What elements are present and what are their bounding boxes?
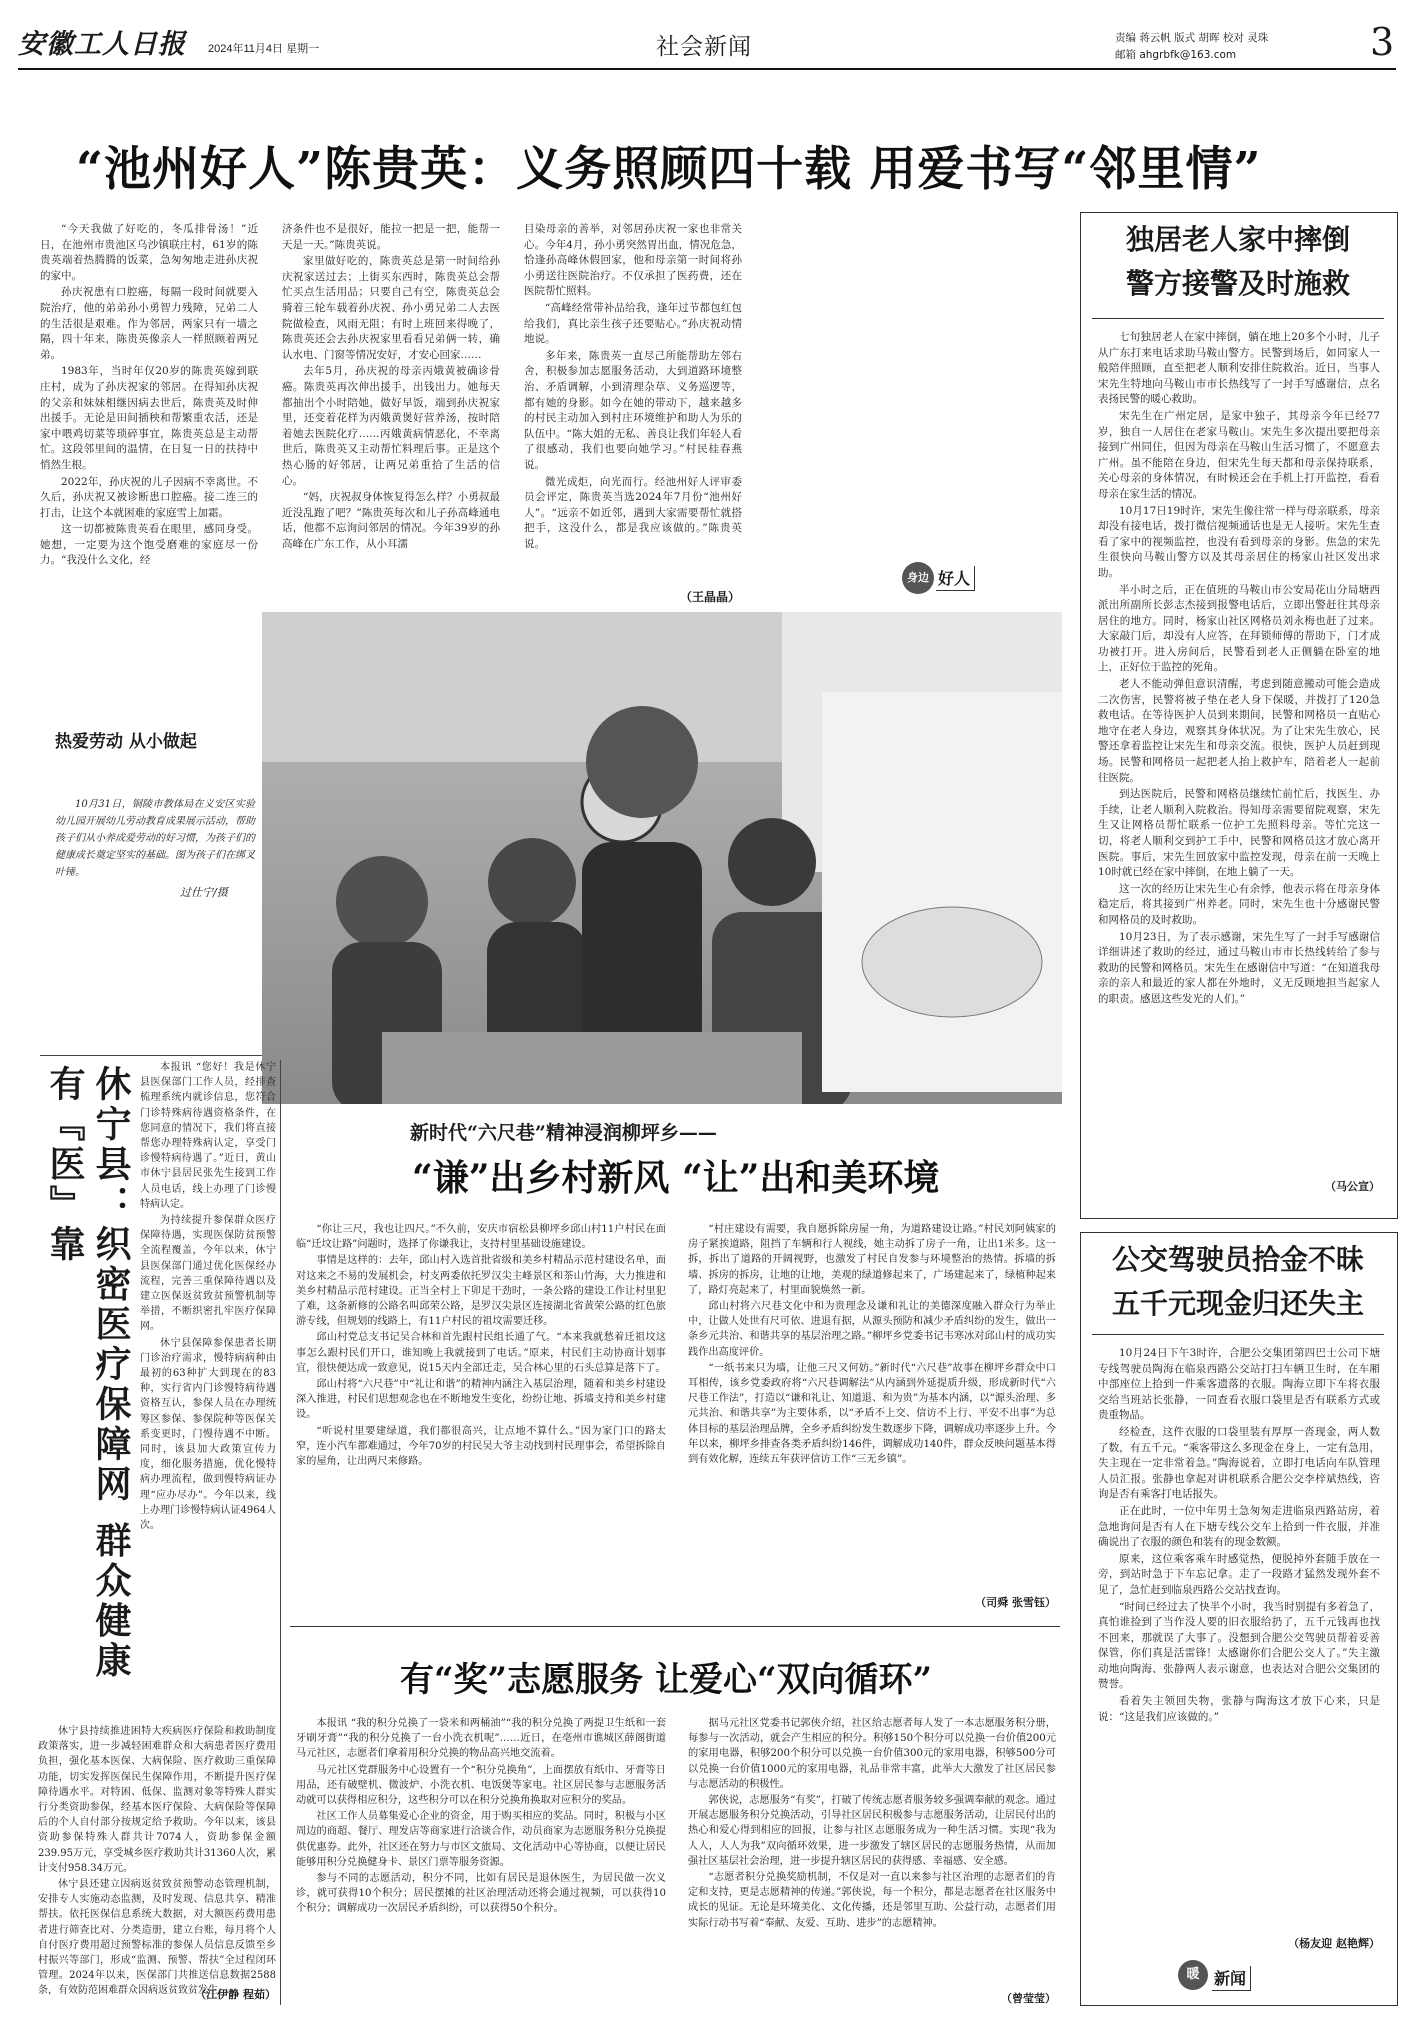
paragraph: 10月17日19时许，宋先生像往常一样与母亲联系，母亲却没有接电话，拨打微信视频通话也是无人接听。宋先生查看了家中的视频监控，也没有看到母亲的身影。焦急的宋先生很快向马鞍山警方以及其母亲居住的杨家山社区发出求助。 [1098, 504, 1380, 579]
sidebar2-headline [1080, 1238, 1396, 1326]
paragraph: 本报讯 “您好！我是休宁县医保部门工作人员，经排查梳理系统内就诊信息，您符合门诊特殊病待遇资格条件，在您同意的情况下，我们将直接帮您办理特殊病认定，享受门诊慢特病待遇了。”近日，黄山市休宁县居民张先生接到工作人员电话，线上办理了门诊慢特病认定。 [140, 1062, 276, 1210]
volunteer-byline: （曾莹莹） [1001, 1992, 1056, 2005]
photo-caption: 10月31日，铜陵市教体局在义安区实验幼儿园开展幼儿劳动教育成果展示活动，帮助孩子们从小养成爱劳动的好习惯，为孩子们的健康成长奠定坚实的基础。图为孩子们在绑叉叶锤。 [55, 799, 255, 878]
paragraph: 目染母亲的善举，对邻居孙庆祝一家也非常关心。今年4月，孙小勇突然胃出血，情况危急，恰逢孙高峰休假回家，他和母亲第一时间将孙小勇送往医院治疗。不仅承担了医药费，还在医院帮忙照料。 [524, 223, 742, 298]
paragraph: 休宁县持续推进困特大疾病医疗保险和救助制度政策落实，进一步减轻困难群众和大病患者医疗费用负担，强化基本医保、大病保险、医疗救助三重保障功能，切实发挥医保民生保障作用，不断提升医疗保障待遇水平。对特困、低保、监测对象等特殊人群实行分类资助参保，经基本医疗保险、大病保险等保障后的个人自付部分按规定给予救助。今年以来，该县资助参保特殊人群共计7074人，资助参保金额239.95万元，享受城乡医疗救助共计31360人次，累计支付958.34万元。 [38, 1726, 276, 1874]
paragraph: 多年来，陈贵英一直尽己所能帮助左邻右舍，积极参加志愿服务活动，大到道路环境整治、矛盾调解，小到清理杂草、义务巡逻等，都有她的身影。如今在她的带动下，越来越多的村民主动加入到村庄环境维护和助人为乐的队伍中。“陈大姐的无私、善良让我们年轻人看了很感动，我们也要向她学习。”村民桂春燕说。 [524, 349, 742, 471]
paragraph: 邱山村将“六尺巷”中“礼让和谐”的精神内涵注入基层治理，随着和美乡村建设深入推进，村民们思想观念也在不断地发生变化，纷纷让地、拆墙支持和美乡村建设。 [296, 1379, 666, 1421]
lead-col-1 [40, 222, 258, 604]
section-title: 社会新闻 [656, 34, 752, 60]
children-labor-photo [262, 612, 1062, 1104]
lead-col-1-text [40, 222, 258, 569]
editor-credits [1115, 30, 1268, 64]
volunteer-headline: 有“奖”志愿服务 让爱心“双向循环” [400, 1660, 933, 1700]
paragraph: 据马元社区党委书记郭侠介绍，社区给志愿者每人发了一本志愿服务积分册，每参与一次活动，就会产生相应的积分。积够150个积分可以兑换一台价值200元的家用电器，积够200个积分可以兑换一台价值300元的家用电器，积够500分可以兑换一台价值1000元的家用电器，礼品非常丰富，此举大大激发了社区居民参与志愿活动的积极性。 [688, 1718, 1056, 1790]
sidebar-headline-line-1: 独居老人家中摔倒 [1125, 223, 1350, 256]
column-tag-label: 好人 [936, 566, 975, 591]
divider [1092, 1334, 1384, 1335]
paragraph: “听说村里要建绿道，我们都很高兴，让点地不算什么。”因为家门口的路太窄，连小汽车都难通过，今年70岁的村民吴大爷主动找到村民理事会，希望拆除自家的屋角，让出两尺来修路。 [296, 1425, 666, 1468]
paragraph: 宋先生在广州定居，是家中独子，其母亲今年已经77岁，独自一人居住在老家马鞍山。宋先生多次提出要把母亲接到广州同住，但因为母亲在马鞍山生活习惯了，不愿意去广州。虽不能陪在身边，但宋先生每天都和母亲保持联系，关心母亲的身体情况，有时候还会在手机上打开监控，看看母亲在家生活的情况。 [1098, 409, 1380, 500]
sidebar2-body [1098, 1346, 1380, 1956]
paragraph: “志愿者积分兑换奖励机制，不仅是对一直以来参与社区治理的志愿者们的肯定和支持，更是志愿精神的传递。”郭侠说，每一个积分，都是志愿者在社区服务中成长的见证。无论是环境美化、文化传播，还是邻里互助、公益行动，志愿者们用实际行动书写着“奉献、友爱、互助、进步”的志愿精神。 [688, 1872, 1056, 1929]
xiuning-byline: （江伊静 程茹） [195, 1988, 276, 2001]
paragraph: 老人不能动弹但意识清醒，考虑到随意搬动可能会造成二次伤害，民警将被子垫在老人身下保暖，并拨打了120急救电话。在等待医护人员到来期间，民警和网格员一直贴心地守在老人身边，观察其身体状况。为了让宋先生放心，民警还拿着监控让宋先生和母亲交流。很快，医护人员赶到现场。民警和网格员一起把老人抬上救护车，陪着老人一起前往医院。 [1098, 678, 1380, 784]
paragraph: 微光成炬，向光而行。经池州好人评审委员会评定，陈贵英当选2024年7月份“池州好人”。“远亲不如近邻，遇到大家需要帮忙就搭把手，这没什么，都是我应该做的。”陈贵英说。 [524, 475, 742, 550]
paragraph: 原来，这位乘客乘车时感觉热，便脱掉外套随手放在一旁，到站时急于下车忘记拿。走了一段路才猛然发现外套不见了，急忙赶到临泉西路公交站找查询。 [1098, 1552, 1380, 1596]
paragraph: “高峰经常带补品给我，逢年过节都包红包给我们，真比亲生孩子还要贴心。”孙庆祝动情地说。 [524, 301, 742, 346]
sidebar-headline [1080, 218, 1396, 306]
paragraph: 这一次的经历让宋先生心有余悸，他表示将在母亲身体稳定后，将其接到广州养老。同时，宋先生也十分感谢民警和网格员的及时救助。 [1098, 882, 1380, 926]
paragraph: “你让三尺，我也让四尺。”不久前，安庆市宿松县柳坪乡邱山村11户村民在面临“迁坟让路”问题时，选择了你谦我让，支持村里基础设施建设。 [296, 1224, 666, 1251]
photo-story-title: 热爱劳动 从小做起 [55, 732, 197, 752]
paragraph: 2022年，孙庆祝的儿子因病不幸离世。不久后，孙庆祝又被诊断患口腔癌。接二连三的打击，让这个本就困难的家庭雪上加霜。 [40, 475, 258, 519]
paragraph: 正在此时，一位中年男士急匆匆走进临泉西路站房，着急地询问是否有人在下塘专线公交车上拾到一件衣服，并准确说出了衣服的颜色和装有的现金数额。 [1098, 1504, 1380, 1549]
paragraph: 邱山村将六尺巷文化中和为贵理念及谦和礼让的美德深度融入群众行为举止中，让做人处世有尺可依、进退有据，从源头预防和减少矛盾纠纷的发生，做出一条乡元共治、和谐共享的基层治理之路。”柳坪乡党委书记韦寒冰对邱山村的成功实践作出高度评价。 [688, 1301, 1056, 1358]
warm-news-tag-label: 新闻 [1212, 1966, 1251, 1991]
xiuning-vertical-headline: 休宁县：织密医疗保障网 群众健康有『医』靠 [44, 1065, 132, 1682]
sidebar-body [1098, 330, 1380, 1198]
paragraph: 10月23日，为了表示感谢，宋先生写了一封手写感谢信详细讲述了救助的经过，通过马鞍山市市长热线转给了参与救助的民警和网格员。宋先生在感谢信中写道：“在知道我母亲的亲人和最近的家人都在外地时，义无反顾地担当起家人的职责。感恩这些发光的人们。” [1098, 930, 1380, 1005]
paragraph: 10月24日下午3时许，合肥公交集团第四巴士公司下塘专线驾驶员陶海在临泉西路公交站打扫车辆卫生时，在车厢中部座位上拾到一件乘客遗落的衣服。陶海立即下车将衣服交给当班站长张静，一同查看衣服口袋里是否有联系方式或贵重物品。 [1098, 1347, 1380, 1422]
paragraph: 邱山村党总支书记吴合林和首先跟村民组长通了气。“本来我就愁着迁祖坟这事怎么跟村民们开口，谁知晚上我就接到了电话。”原来，村民们主动协商计划事宜，很快便达成一致意见，说15天内全部迁走，吴合林心里的石头总算是落下了。 [296, 1332, 666, 1374]
paragraph: “一纸书来只为墙，让他三尺又何妨。”新时代“六尺巷”故事在柳坪乡群众中口耳相传，该乡党委政府将“六尺巷调解法”从内涵到外延提质升级，形成新时代“六尺巷工作法”，打造以“谦和礼让、知道退、和为贵”为基本内涵，以“源头治理、多元共治、和谐共享”为主要体系，以“矛盾不上交、信访不上行、平安不出事”为总体目标的基层治理品牌，全乡矛盾纠纷发生数逐步下降，调解成功率逐步上升。今年以来，柳坪乡排查各类矛盾纠纷146件，调解成功140件，群众反映问题基本得到有效化解，连续五年获评信访工作“三无乡镇”。 [688, 1362, 1056, 1466]
paragraph: 去年5月，孙庆祝的母亲丙娥黄被确诊骨癌。陈贵英再次伸出援手，出钱出力。她每天都抽出个小时陪她，做好早饭，端到孙庆祝家里，还变着花样为丙娥黄煲好营养汤，按时陪着她去医院化疗……丙娥黄病情恶化，不幸离世后，陈贵英又主动帮忙料理后事。正是这个热心肠的好邻居，让两兄弟重拾了生活的信心。 [282, 365, 500, 487]
divider [1092, 318, 1384, 319]
sidebar2-headline-line-2: 五千元现金归还失主 [1111, 1287, 1364, 1320]
paragraph: 事情是这样的：去年，邱山村入选首批省级和美乡村精品示范村建设名单，面对这来之不易的发展机会，村支两委依托罗汉尖主峰景区和茶山竹海，大力推进和美乡村精品示范村建设。正当全村上下卯足干劲时，一条公路的建设工作让村里犯了难，这条新修的公路名叫邱荣公路，是罗汉尖景区连接湖北省黄荣公路的红色旅游专线，但规划的线路上，有11户村民的祖坟需要迁移。 [296, 1255, 666, 1328]
paragraph: 社区工作人员募集爱心企业的资金，用于购买相应的奖品。同时，积极与小区周边的商超、餐厅、理发店等商家进行洽谈合作，动员商家为志愿服务积分兑换提供优惠券。此外，社区还在努力与市区文旅局、文化活动中心等协商，以便让居民能够用积分兑换健身卡、景区门票等服务资源。 [296, 1811, 666, 1868]
xiuning-body-top [140, 1060, 276, 1720]
paragraph: 经检查，这件衣服的口袋里装有厚厚一沓现金，两人数了数，有五千元。“乘客带这么多现金在身上，一定有急用，失主现在一定非常着急。”陶海说着，立即打电话向车队管理人员汇报。张静也拿起对讲机联系合肥公交李梓斌热线，咨询是否有乘客打电话报失。 [1098, 1425, 1380, 1501]
xiuning-body-bottom [38, 1724, 276, 2002]
lead-byline: （王晶晶） [679, 590, 740, 604]
email-line: 邮箱 ahgrbfk@163.com [1115, 49, 1237, 61]
feature-photo [262, 612, 1062, 1104]
liuchixiang-col-1 [296, 1222, 666, 1614]
sidebar-headline-line-2: 警方接警及时施救 [1125, 267, 1350, 300]
lead-headline: “池州好人”陈贵英：义务照顾四十载 用爱书写“邻里情” [76, 142, 1262, 197]
paragraph: 到达医院后，民警和网格员继续忙前忙后，找医生、办手续，让老人顺利入院救治。得知母亲需要留院观察，宋先生又让网格员帮忙联系一位护工先照料母亲。等忙完这一切，将老人顺利交到护工手中，民警和网格员这才放心离开医院。事后，宋先生回放家中监控发现，母亲在前一天晚上10时就已经在家中摔倒，在地上躺了一天。 [1098, 788, 1380, 879]
masthead: 安徽工人日报 [18, 29, 186, 60]
divider [40, 1055, 262, 1056]
paragraph: “时间已经过去了快半个小时，我当时别提有多着急了，真怕谁捡到了当作没人要的旧衣服给扔了，五千元钱再也找不回来，那就误了大事了。没想到合肥公交驾驶员帮着妥善保管，你们真是活雷锋！太感谢你们合肥公交人了。”失主激动地向陶海、张静两人表示谢意，也表达对合肥公交集团的赞誉。 [1098, 1600, 1380, 1691]
paragraph: 参与不同的志愿活动，积分不同，比如有居民是退休医生，为居民做一次义诊，就可获得10个积分；居民摆摊的社区治理活动还将会通过视频，可以获得10个积分；调解成功一次居民矛盾纠纷，可以获得50个积分。 [296, 1873, 666, 1915]
liuchixiang-byline: （司舜 张雪钰） [975, 1596, 1056, 1609]
xiuning-section [36, 1060, 37, 2000]
paragraph: “村庄建设有需要，我自愿拆除房屋一角，为道路建设让路。”村民刘阿姨家的房子紧挨道路，阻挡了车辆和行人视线，她主动拆了房子一角，让出1米多。这一拆，拆出了道路的开阔视野，也激发了村民自发参与环境整治的热情。拆墙的拆墙、拆房的拆房，让地的让地，美观的绿道修起来了，广场建起来了，绿植种起来了，路灯亮起来了，村里面貌焕然一新。 [688, 1224, 1056, 1296]
paragraph: 休宁县保障参保患者长期门诊治疗需求，慢特病病种由最初的63种扩大到现在的83种，实行省内门诊慢特病待遇资格互认，参保人员在办理统筹区参保、参保院种等医保关系变更时，门慢待遇不中断。同时，该县加大政策宣传力度，细化服务措施，优化慢特病办理流程，做到慢特病证办理“应办尽办”。今年以来，线上办理门诊慢特病认证4964人次。 [140, 1337, 276, 1532]
paragraph: 孙庆祝患有口腔癌，每隔一段时间就要入院治疗，他的弟弟孙小勇智力残障，兄弟二人的生活很是艰难。作为邻居，两家只有一墙之隔，四十年来，陈贵英像亲人一样照顾着两兄弟。 [40, 286, 258, 361]
header-rule [18, 68, 1396, 70]
sidebar2-byline: （杨友迎 赵艳辉） [1288, 1937, 1380, 1950]
column-tag-circle: 身边 [902, 562, 934, 594]
volunteer-col-1 [296, 1716, 666, 2006]
paragraph: 马元社区党群服务中心设置有一个“积分兑换角”，上面摆放有纸巾、牙膏等日用品，还有破壁机、微波炉、小洗衣机、电饭煲等家电。社区居民参与志愿服务活动就可以获得相应积分，这些积分可以在积分兑换角换取对应积分的奖品。 [296, 1764, 666, 1807]
paragraph: 本报讯 “我的积分兑换了一袋米和两桶油”“我的积分兑换了两提卫生纸和一套牙刷牙膏”“我的积分兑换了一台小洗衣机呢”……近日，在亳州市谯城区薛阁街道马元社区，志愿者们拿着用积分兑换的物品高兴地交流着。 [296, 1718, 666, 1760]
paragraph: 七旬独居老人在家中摔倒，躺在地上20多个小时，儿子从广东打来电话求助马鞍山警方。民警到场后，如同家人一般陪伴照顾，直至把老人顺利安排住院救治。近日，当事人宋先生特地向马鞍山市市长热线写了一封手写感谢信，点名表扬民警的暖心救助。 [1098, 331, 1380, 406]
divider [290, 1626, 1060, 1627]
page-number: 3 [1370, 20, 1395, 64]
paragraph: 看着失主领回失物，张静与陶海这才放下心来，只是说：“这是我们应该做的。” [1098, 1695, 1380, 1723]
liuchixiang-headline: “谦”出乡村新风 “让”出和美环境 [412, 1157, 940, 1199]
paragraph: 家里做好吃的，陈贵英总是第一时间给孙庆祝家送过去；上街买东西时，陈贵英总会帮忙买点生活用品；只要自己有空，陈贵英总会骑着三轮车载着孙庆祝、孙小勇兄弟二人去医院做检查，风雨无阻；有时上班回来得晚了，陈贵英还会去孙庆祝家里看看兄弟俩一转，确认水电、门窗等情况安好，才安心回家…… [282, 255, 500, 361]
sidebar-byline: （马公宣） [1325, 1180, 1380, 1193]
paragraph: 郭侠说，志愿服务“有奖”，打破了传统志愿者服务较多强调奉献的观念。通过开展志愿服务积分兑换活动，引导社区居民积极参与志愿服务活动，让居民付出的热心和爱心得到相应的回报，让参与社区志愿服务成为一种生活习惯。实现“我为人人，人人为我”双向循环效果，进一步激发了辖区居民的志愿服务热情，从而加强社区基层社会治理，进一步提升辖区居民的获得感、幸福感、安全感。 [688, 1795, 1056, 1867]
paragraph: 这一切都被陈贵英看在眼里，感同身受。她想，一定要为这个饱受磨难的家庭尽一份力。“我没什么文化，经 [40, 523, 258, 567]
volunteer-col-2 [688, 1716, 1056, 1988]
photo-credit: 过仕宁/摄 [180, 886, 228, 899]
paragraph: 休宁县还建立因病返贫致贫预警动态管理机制，安排专人实施动态监测，及时发现、信息共享、精准帮扶。依托医保信息系统大数据，对大额医药费用患者进行筛查比对、分类造册，建立台账，每月将个人自付医疗费用超过预警标准的参保人员信息反馈至乡村振兴等部门，形成“监测、预警、帮扶”全过程闭环管理。2024年以来，医保部门共推送信息数据2588条，有效防范困难群众因病返贫致贫发生。 [38, 1879, 276, 1997]
liuchixiang-col-2 [688, 1222, 1056, 1592]
editors-line: 责编 蒋云帆 版式 胡晖 校对 灵珠 [1115, 32, 1269, 44]
lead-col-2 [282, 222, 500, 604]
warm-news-tag-circle: 暖 [1178, 1960, 1208, 1990]
paragraph: 1983年，当时年仅20岁的陈贵英嫁到联庄村，成为了孙庆祝家的邻居。在得知孙庆祝的父亲和妹妹相继因病去世后，陈贵英及时伸出援手。无论是田间插秧和帮繁重农活，还是家中喂鸡切菜等琐碎事宜，陈贵英总是主动帮忙。这段邻里间的温情，在日复一日的扶持中悄然生根。 [40, 365, 258, 471]
lead-col-3 [524, 222, 742, 588]
paragraph: 为持续提升参保群众医疗保障待遇，实现医保防贫预警全流程覆盖，今年以来，休宁县医保部门通过优化医保经办流程，完善三重保障待遇以及建立医保返贫致贫预警机制等举措，不断织密扎牢医疗保障网。 [140, 1215, 276, 1333]
column-divider [280, 1060, 281, 2005]
paragraph: “今天我做了好吃的，冬瓜排骨汤！”近日，在池州市贵池区乌沙镇联庄村，61岁的陈贵英端着热腾腾的饭菜，急匆匆地走进孙庆祝的家中。 [40, 223, 258, 282]
paragraph: “妈，庆祝叔身体恢复得怎么样？小勇叔最近没乱跑了吧？”陈贵英每次和儿子孙高峰通电话，他都不忘询问邻居的情况。今年39岁的孙高峰在广东工作，从小耳濡 [282, 491, 500, 550]
sidebar2-headline-line-1: 公交驾驶员拾金不昧 [1111, 1243, 1364, 1276]
issue-date: 2024年11月4日 星期一 [208, 43, 320, 55]
paragraph: 济条件也不是很好，能拉一把是一把，能帮一天是一天。”陈贵英说。 [282, 223, 500, 251]
liuchixiang-kicker: 新时代“六尺巷”精神浸润柳坪乡—— [410, 1122, 717, 1144]
paragraph: 半小时之后，正在值班的马鞍山市公安局花山分局塘西派出所副所长彭志杰接到报警电话后，立即出警赶往其母亲居住的地方。同时，杨家山社区网格员刘永梅也赶了过来。大家敲门后，却没有人应答，在拜锁师傅的帮助下，门才成功被打开。进入房间后，民警看到老人正侧躺在卧室的地上，正好位于监控的死角。 [1098, 583, 1380, 674]
